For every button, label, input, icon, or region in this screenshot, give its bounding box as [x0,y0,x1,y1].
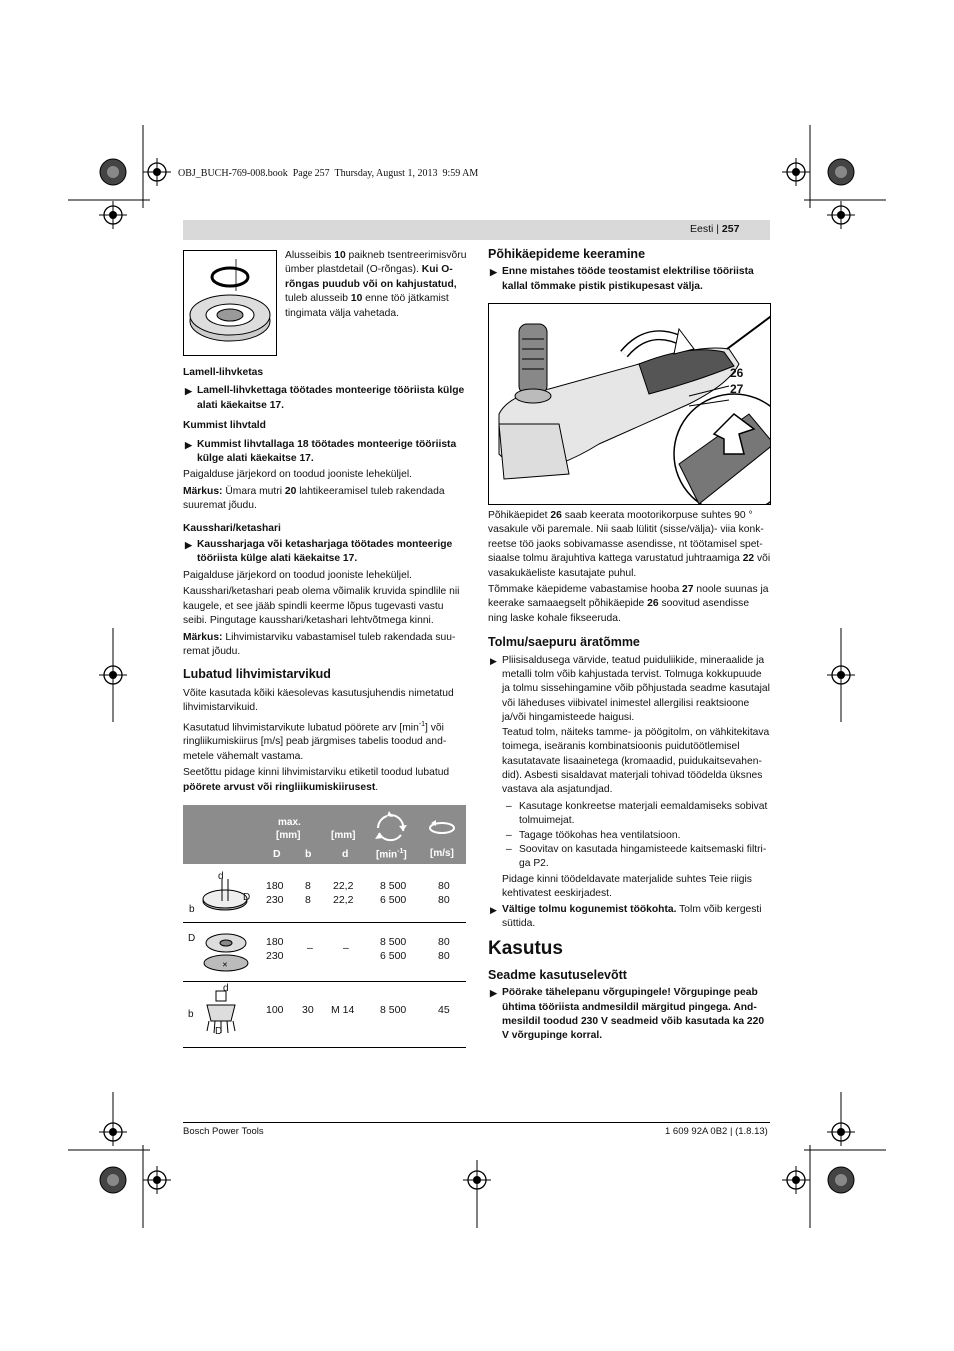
grinder-illustration [489,304,770,504]
slug-line: OBJ_BUCH-769-008.book Page 257 Thursday, August 1, 2013 9:59 AM [178,168,479,179]
chapter-heading: Kasutus [488,938,563,960]
bullet-arrow-icon: ▶ [490,988,497,999]
cell-ms: 80 80 [438,880,450,906]
dash-item: – Soovitav on kasutada hingamisteede kaitsemaski filtriga P2. [506,843,767,870]
footer-right: 1 609 92A 0B2 | (1.8.13) [665,1126,768,1137]
handle-rotation-figure [488,303,771,505]
cell-b: 30 [302,1004,314,1016]
registration-mark [99,1118,127,1146]
cell-b: – [307,942,313,954]
header-language-page: Eesti | 257 [690,223,740,235]
header-language: Eesti [690,223,714,235]
dash-item: – Tagage töökohas hea ventilatsioon. [506,829,681,841]
registration-mark [782,1166,810,1194]
header-col-D: D [273,848,281,860]
paragraph: Pidage kinni töödeldavate materjalide suhtes Teie riigis kehtivatest eeskirjadest. [502,873,752,900]
page-header [183,220,770,240]
paragraph: Seetõttu pidage kinni lihvimistarviku etiketil toodud lubatud pöörete arvust või ringliikumiskiirusest. [183,767,450,793]
right-column [488,509,771,1044]
color-target [828,159,854,185]
section-heading: Lubatud lihvimistarvikud [183,667,331,682]
cell-rpm: 8 500 6 500 [380,880,407,906]
intro-text: Alusseibis 10 paikneb tsentreerimisvõru ümber plastdetail (O-rõngas). Kui O-rõngas puudub või on kahjustatud, tuleb alusseib 10 enne töö jätkamist tingimata välja vahetada. [285,250,467,319]
svg-text:✕: ✕ [222,961,228,969]
paragraph: Kausshari/ketashari peab olema võimalik kruvida spindlile nii kaugele, et see jääb spindli keerme lõpus tugevasti vastu seibi. Pingutage kausshari/ketashari lehtvõtmega kinni. [183,586,460,627]
paragraph: Teatud tolm, näiteks tamme- ja pöögitolm, on vähkitekitava toimega, iseäranis kombinatsioonis puidutöötlemisel kasutatavate lisaainetega (kromaadid, puidukaitsevahendid). Asbesti sisaldavat materjali tohivad töödelda üksnes vastava ala asjatundjad. [502,726,770,796]
washer-figure [183,250,277,356]
header-mm-1: [mm] [276,830,301,841]
row-divider [183,981,466,982]
section-heading: Lamell-lihvketas [183,367,264,378]
bullet-arrow-icon: ▶ [490,655,497,666]
registration-mark [99,201,127,229]
bullet-item: ▶ Pöörake tähelepanu võrgupingele! Võrgupinge peab ühtima tööriista andmesildil märgitud pingega. Andmesildil toodud 230 V seadmeid võib kasutada ka 220 V võrgupinge korral. [490,987,765,1042]
cell-ms: 80 80 [438,936,450,962]
registration-mark [782,158,810,186]
dim-label: d [218,871,224,882]
section-heading: Seadme kasutuselevõtt [488,967,627,982]
table-header [183,805,466,864]
bullet-item: ▶ Pliisisaldusega värvide, teatud puiduliikide, mineraalide ja metalli tolm võib kahjustada tervist. Tolmuga kokkupuude ja tolmu sissehingamine võib põhjustada seadme kasutajal või läheduses viibivatel inimestel allergilisi reaktsioone ja/või hingamisteede haigusi. [490,654,770,724]
footer-left: Bosch Power Tools [183,1126,264,1137]
note-paragraph: Märkus: Lihvimistarviku vabastamisel tuleb rakendada suuremat jõudu. [183,631,456,657]
accessories-table [183,805,466,1048]
paragraph: Kasutatud lihvimistarvikute lubatud pöörete arv $[\min^{-1}]$ või ringliikumiskiirus [m/s] peab järgmises tabelis toodud andmetele vähemalt vastama. [183,720,447,762]
cell-d: – [343,942,349,954]
row-divider [183,1047,466,1048]
paragraph: Tõmmake käepideme vabastamise hooba 27 noole suunas ja keerake samaaegselt põhikäepide 26 soovitud asendisse ning laske kohale fikseeruda. [488,584,769,624]
bullet-item: ▶ Kummist lihvtallaga 18 töötades monteerige tööriista külge alati käekaitse 17. [185,438,457,465]
section-heading: Kummist lihvtald [183,420,266,432]
bullet-item: ▶ Enne mistahes tööde teostamist elektrilise tööriista kallal tõmmake pistik pistikupesast välja. [490,266,754,292]
row-divider [183,922,466,923]
registration-mark [143,1166,171,1194]
dim-label: d [223,983,229,994]
header-page-number: 257 [721,223,740,235]
color-target [100,159,126,185]
bullet-arrow-icon: ▶ [185,540,192,551]
cell-d: M 14 [331,1004,355,1016]
bullet-item: ▶ Vältige tolmu kogunemist töökohta. Tolm võib kergesti süttida. [490,903,762,929]
bullet-item: ▶ Kaussharjaga või ketasharjaga töötades monteerige tööriista külge alati käekaitse 17. [185,539,453,565]
header-max: max. [278,817,301,828]
registration-mark [143,158,171,186]
dim-label: D [243,892,251,903]
header-rpm: $[\min^{-1}]$ [376,848,407,861]
rubber-pad-icon [198,929,253,975]
header-mm-2: [mm] [331,830,356,841]
left-column [183,366,466,795]
bullet-item: ▶ Lamell-lihvkettaga töötades monteerige tööriista külge alati käekaitse 17. [185,385,465,411]
registration-mark [827,1118,855,1146]
header-ms: [m/s] [430,848,454,859]
paragraph: Paigalduse järjekord on toodud jooniste leheküljel. [183,469,412,481]
registration-mark [827,201,855,229]
note-paragraph: Märkus: Ümara mutri 20 lahtikeeramisel tuleb rakendada suuremat jõudu. [183,485,445,512]
paragraph: Võite kasutada kõiki käesolevas kasutusjuhendis nimetatud lihvimistarvikuid. [183,687,454,714]
bullet-arrow-icon: ▶ [185,439,192,450]
section-heading: Kausshari/ketashari [183,522,281,534]
peripheral-speed-icon [427,819,457,837]
section-heading: Tolmu/saepuru äratõmme [488,635,640,650]
washer-illustration [184,251,276,355]
cell-d: 22,2 22,2 [333,880,354,906]
bullet-arrow-icon: ▶ [490,904,497,915]
cell-rpm: 8 500 6 500 [380,936,407,962]
dim-label: D [215,1026,223,1037]
fig-label-26: 26 [730,366,744,380]
header-col-b: b [305,848,312,860]
paragraph: Paigalduse järjekord on toodud jooniste leheküljel. [183,569,412,581]
dim-label: b [188,1009,194,1020]
dash-item: – Kasutage konkreetse materjali eemaldamiseks sobivat tolmuimejat. [506,800,768,827]
paragraph: Põhikäepidet 26 saab keerata mootorikorpuse suhtes 90 ° vasakule või paremale. Nii saab lülitit (sisse/välja)- viia konkreetse töö jaoks sobivamasse asendisse, nt töötamisel spetsiaalse tolmu ärajuhtiva kattega varustatud juhtraamiga 22 või vasakukäeliste kasutajate puhul. [488,510,771,579]
header-col-d: d [342,848,349,860]
footer-rule [183,1122,770,1123]
cell-rpm: 8 500 [380,1004,407,1016]
dim-label: b [189,904,195,915]
bullet-arrow-icon: ▶ [490,267,497,278]
cell-b: 8 8 [305,880,311,906]
color-target [100,1167,126,1193]
dim-label: D [188,933,196,944]
right-column-top [488,247,771,294]
fig-label-27: 27 [730,382,744,396]
cell-D: 180 230 [266,936,284,962]
section-heading: Põhikäepideme keeramine [488,247,646,261]
color-target [828,1167,854,1193]
cell-D: 180 230 [266,880,284,906]
rotation-speed-icon [373,811,409,843]
bullet-arrow-icon: ▶ [185,386,192,397]
cell-ms: 45 [438,1004,450,1016]
cell-D: 100 [266,1004,284,1016]
